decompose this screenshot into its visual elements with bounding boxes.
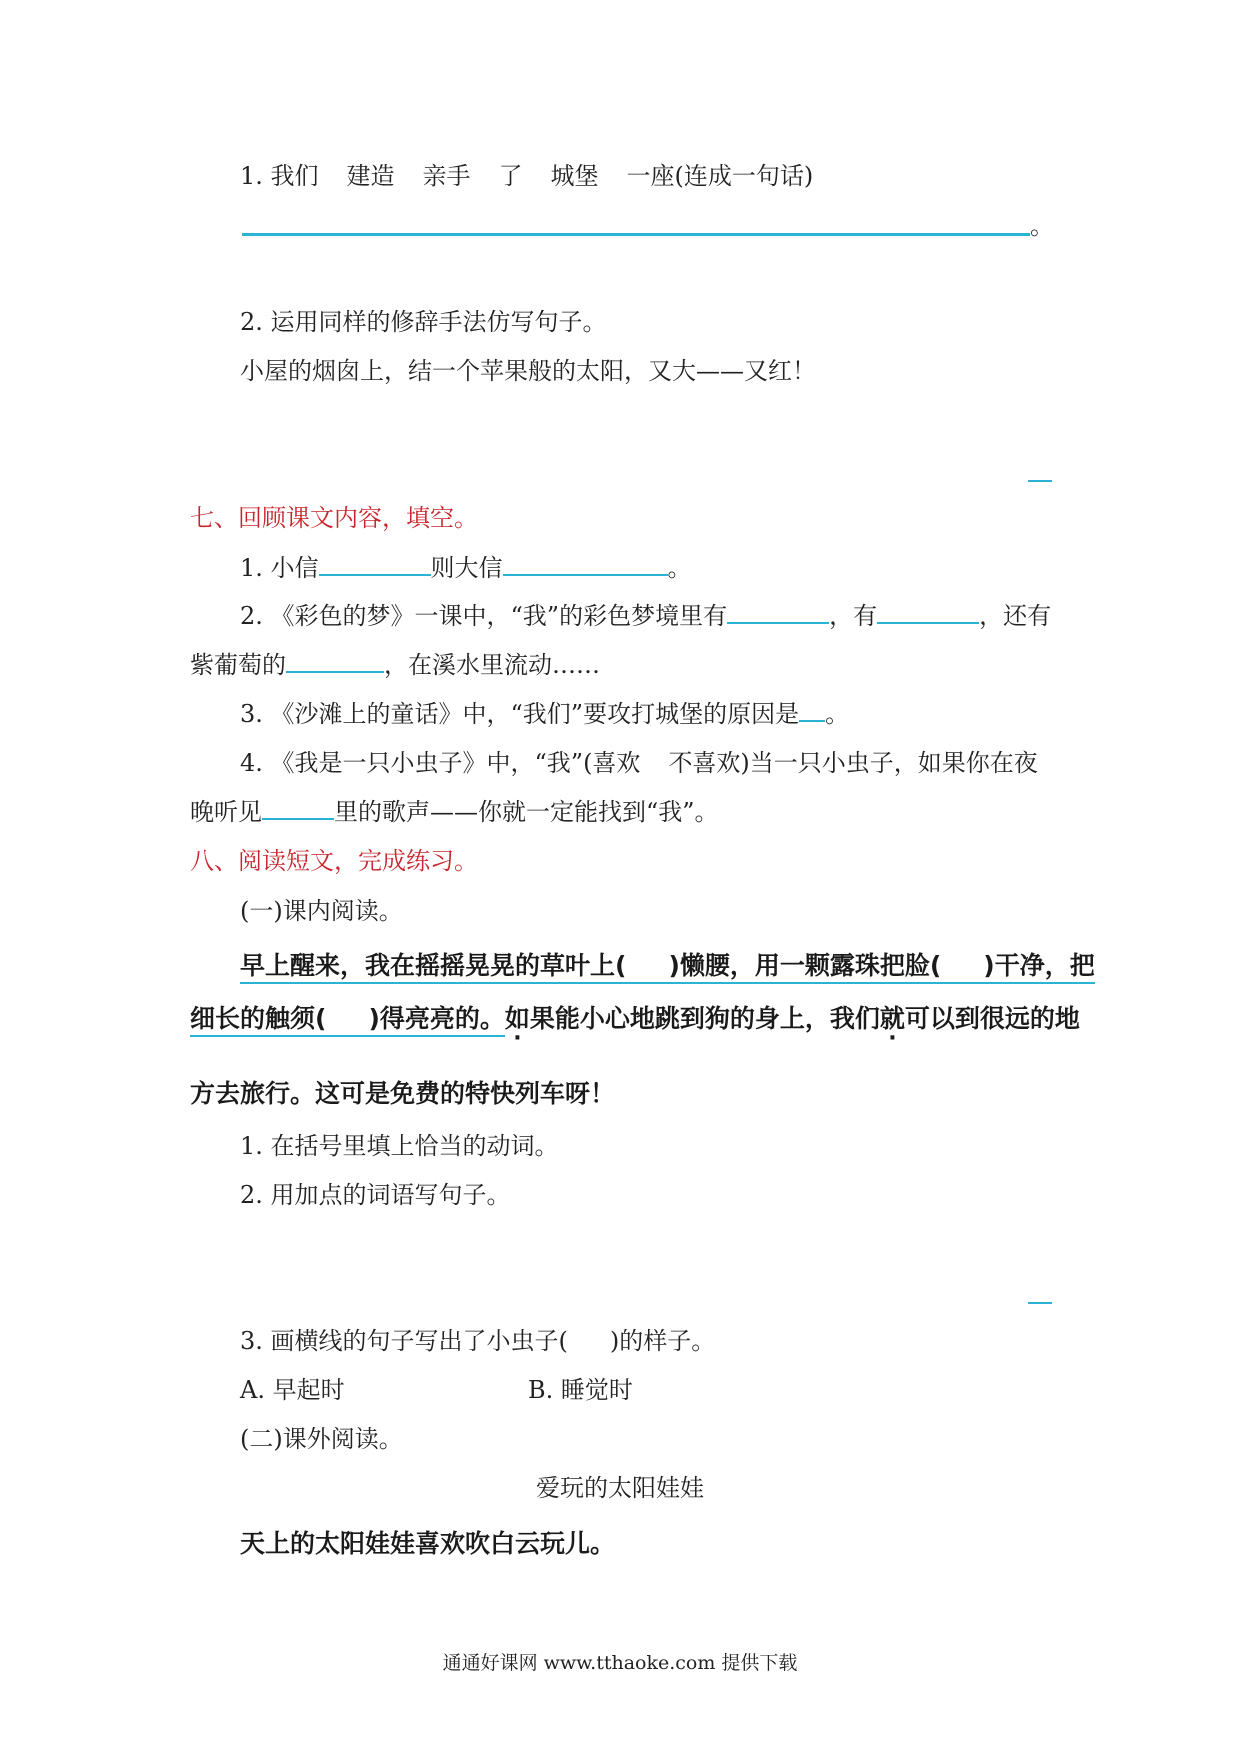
q7-item3: 3. 《沙滩上的童话》中，“我们”要攻打城堡的原因是 。	[240, 700, 850, 728]
q6-item1: 1. 我们 建造 亲手 了 城堡 一座(连成一句话)	[240, 162, 814, 190]
q6-item1-answer-line[interactable]	[242, 233, 1030, 236]
q8-passage-line3: 方去旅行。这可是免费的特快列车呀！	[190, 1079, 616, 1108]
q8-passage-line2: 细长的触须( )得亮亮的。如果能小心地跳到狗的身上，我们就可以到很远的地	[190, 1003, 1080, 1035]
q7-item2-line1: 2. 《彩色的梦》一课中，“我”的彩色梦境里有 ，有 ，还有	[240, 602, 1052, 630]
q7-item4-blank[interactable]	[262, 796, 334, 820]
q7-item1: 1. 小信 则大信 。	[240, 554, 692, 582]
q8-passage-line1: 早上醒来，我在摇摇晃晃的草叶上( )懒腰，用一颗露珠把脸( )干净，把	[240, 950, 1095, 982]
q6-item2-answer-line[interactable]	[1028, 480, 1052, 482]
q7-item2-blank2[interactable]	[877, 600, 979, 624]
q6-item2-example: 小屋的烟囱上，结一个苹果般的太阳，又大——又红！	[240, 357, 816, 385]
dotted-word-2: 就	[879, 1004, 905, 1033]
q7-item3-blank[interactable]	[799, 698, 825, 722]
page-footer: 通通好课网 www.tthaoke.com 提供下载	[442, 1652, 798, 1674]
q8-part1-label: (一)课内阅读。	[240, 897, 403, 925]
q7-item1-blank1[interactable]	[319, 552, 431, 576]
q8-heading: 八、阅读短文，完成练习。	[190, 847, 478, 875]
q8-task3: 3. 画横线的句子写出了小虫子( )的样子。	[240, 1327, 716, 1355]
story-title: 爱玩的太阳娃娃	[536, 1474, 704, 1502]
q8-option-a[interactable]: A. 早起时	[240, 1376, 345, 1404]
q8-task2-answer-line[interactable]	[1028, 1302, 1052, 1304]
q7-item2-blank3[interactable]	[286, 649, 384, 673]
story-first-line: 天上的太阳娃娃喜欢吹白云玩儿。	[240, 1529, 616, 1558]
q7-item4-line1: 4. 《我是一只小虫子》中，“我”(喜欢 不喜欢)当一只小虫子，如果你在夜	[240, 749, 1038, 777]
q8-option-b[interactable]: B. 睡觉时	[528, 1376, 633, 1404]
q7-item1-blank2[interactable]	[503, 552, 668, 576]
dotted-word-1: 如	[504, 1004, 530, 1033]
q6-item2: 2. 运用同样的修辞手法仿写句子。	[240, 308, 607, 336]
q7-item2-line2: 紫葡萄的 ，在溪水里流动……	[190, 651, 600, 679]
q8-task1: 1. 在括号里填上恰当的动词。	[240, 1132, 559, 1160]
q8-task2: 2. 用加点的词语写句子。	[240, 1181, 511, 1209]
q6-item1-period: 。	[1030, 212, 1054, 240]
q7-item4-line2: 晚听见 里的歌声——你就一定能找到“我”。	[190, 798, 719, 826]
q7-item2-blank1[interactable]	[727, 600, 829, 624]
q8-part2-label: (二)课外阅读。	[240, 1425, 403, 1453]
q7-heading: 七、回顾课文内容，填空。	[190, 504, 478, 532]
